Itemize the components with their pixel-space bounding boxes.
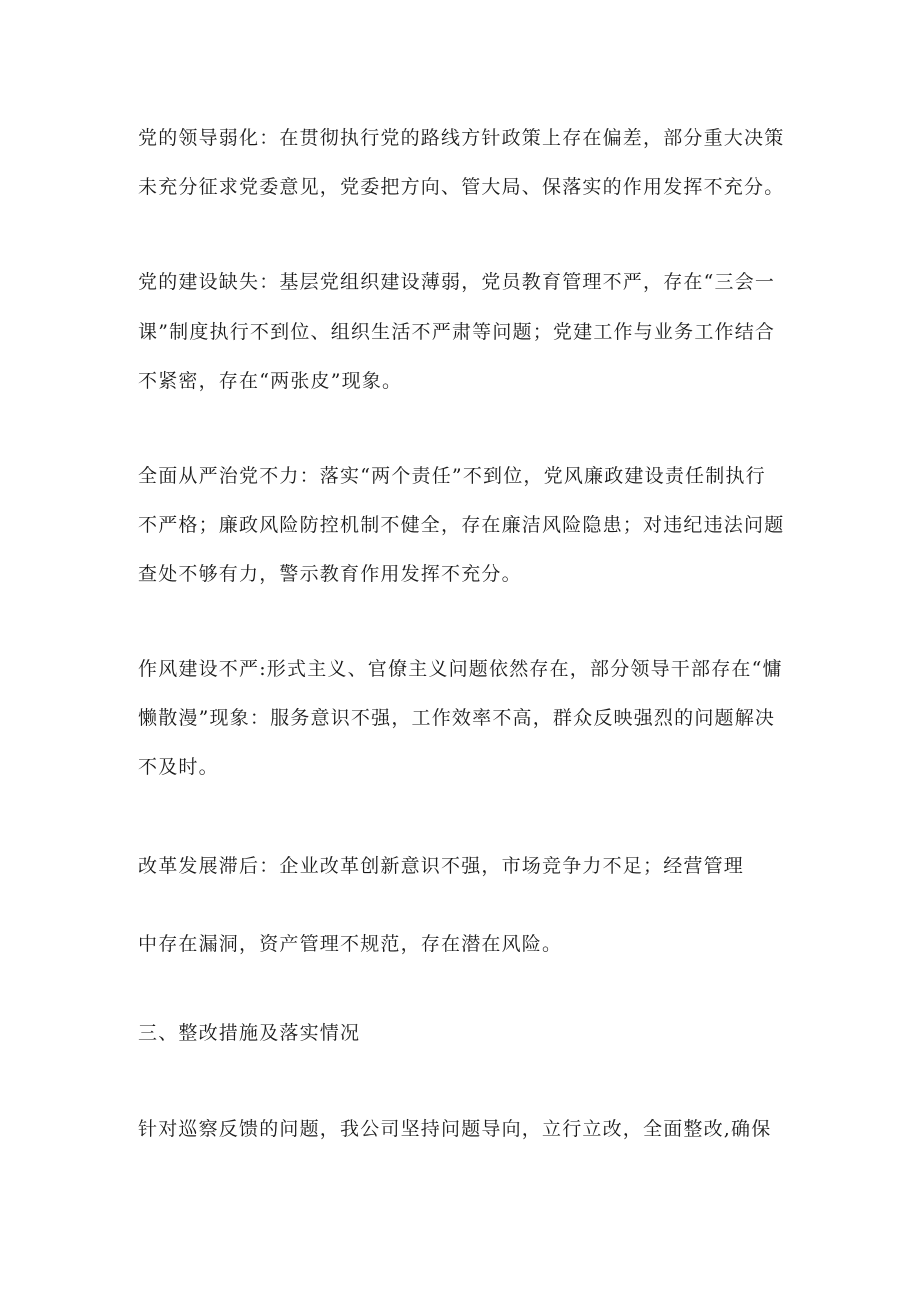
paragraph-1-line-2: 未充分征求党委意见，党委把方向、管大局、保落实的作用发挥不充分。: [138, 176, 785, 198]
section-heading: 三、整改措施及落实情况: [138, 1022, 361, 1044]
paragraph-2-line-2: 课”制度执行不到位、组织生活不严肃等问题；党建工作与业务工作结合: [138, 321, 776, 343]
paragraph-3-line-1: 全面从严治党不力：落实“两个责任”不到位，党风廉政建设责任制执行: [138, 465, 766, 487]
paragraph-1-line-1: 党的领导弱化：在贯彻执行党的路线方针政策上存在偏差，部分重大决策: [138, 127, 785, 149]
paragraph-4-line-1: 作风建设不严:形式主义、官僚主义问题依然存在，部分领导干部存在“慵: [138, 658, 783, 680]
paragraph-2-line-1: 党的建设缺失：基层党组织建设薄弱，党员教育管理不严，存在“三会一: [138, 271, 776, 293]
paragraph-2-line-3: 不紧密，存在“两张皮”现象。: [138, 370, 403, 392]
paragraph-3-line-2: 不严格；廉政风险防控机制不健全，存在廉洁风险隐患；对违纪违法问题: [138, 514, 785, 536]
paragraph-6-line-1: 中存在漏洞，资产管理不规范，存在潜在风险。: [138, 933, 563, 955]
paragraph-5-line-1: 改革发展滞后：企业改革创新意识不强，市场竞争力不足；经营管理: [138, 855, 745, 877]
paragraph-8-line-1: 针对巡察反馈的问题，我公司坚持问题导向，立行立改，全面整改,确保: [138, 1118, 772, 1140]
paragraph-4-line-2: 懒散漫”现象：服务意识不强，工作效率不高，群众反映强烈的问题解决: [138, 707, 776, 729]
paragraph-4-line-3: 不及时。: [138, 756, 219, 778]
paragraph-3-line-3: 查处不够有力，警示教育作用发挥不充分。: [138, 563, 522, 585]
